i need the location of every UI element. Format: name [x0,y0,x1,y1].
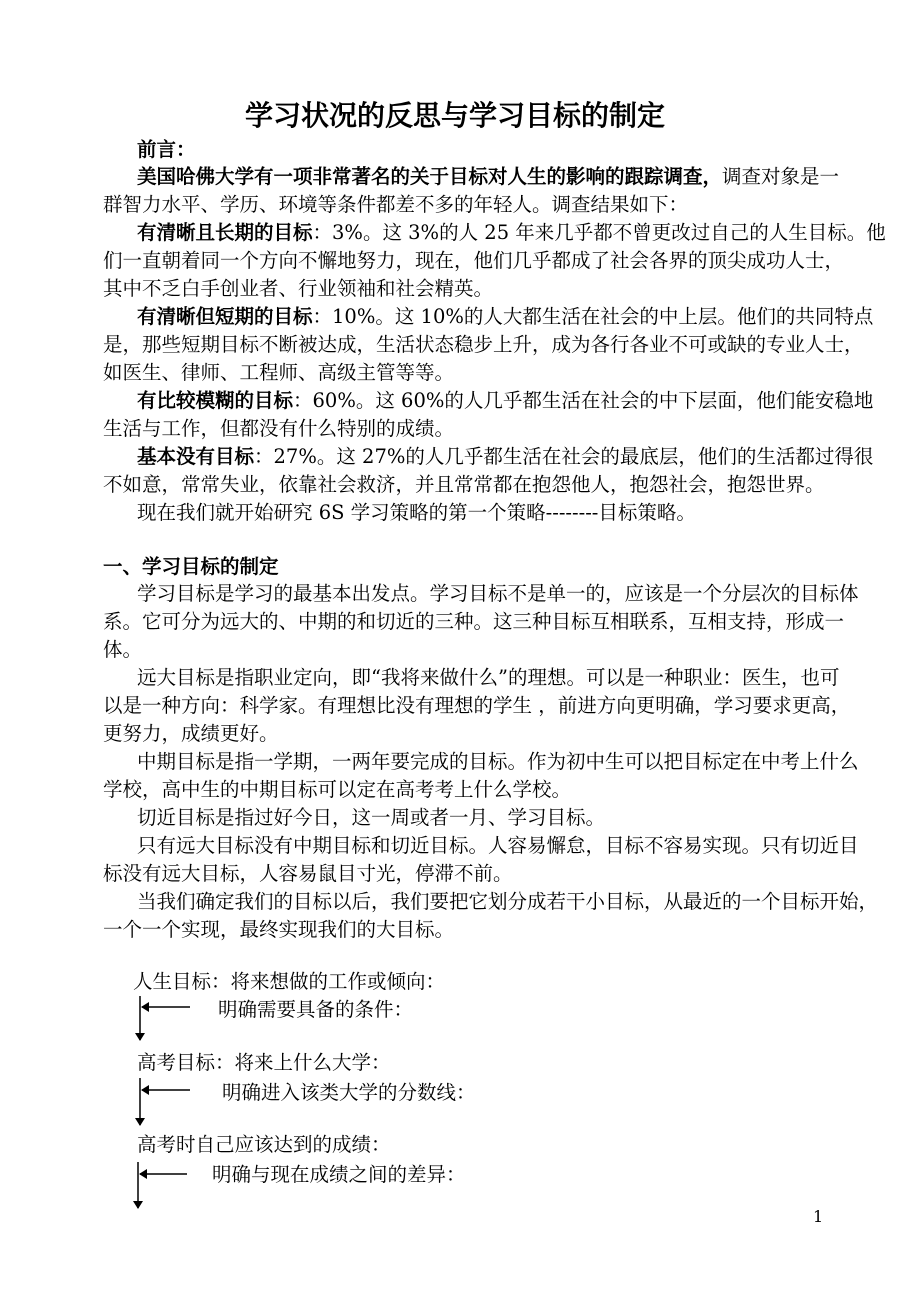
body-text: 其中不乏白手创业者、行业领袖和社会精英。 [103,277,494,300]
body-text: 人生目标：将来想做的工作或倾向： [133,970,446,993]
bold-heading: 有清晰但短期的目标 [137,305,313,328]
body-text: 生活与工作，但都没有什么特别的成绩。 [103,417,455,440]
body-text: 调查对象是一 [722,165,840,188]
body-text: 学校，高中生的中期目标可以定在高考考上什么学校。 [103,778,572,801]
body-text: 明确与现在成绩之间的差异： [212,1163,466,1186]
body-text: 中期目标是指一学期，一两年要完成的目标。作为初中生可以把目标定在中考上什么 [137,750,859,773]
bold-heading: 基本没有目标 [137,445,255,468]
body-text: 切近目标是指过好今日，这一周或者一月、学习目标。 [137,806,606,829]
body-text: 体。 [103,638,143,661]
body-text: 是，那些短期目标不断被达成，生活状态稳步上升，成为各行各业不可或缺的专业人士， [103,333,864,356]
body-text: 标没有远大目标，人容易鼠目寸光，停滞不前。 [103,862,513,885]
arrow-group-3 [138,1162,187,1208]
bold-heading: 有清晰且长期的目标 [137,221,313,244]
body-text: 群智力水平、学历、环境等条件都差不多的年轻人。调查结果如下： [103,193,689,216]
body-text: 高考目标：将来上什么大学： [137,1051,391,1074]
body-text: 学习目标是学习的最基本出发点。学习目标不是单一的，应该是一个分层次的目标体 [137,582,859,605]
body-text: 只有远大目标没有中期目标和切近目标。人容易懈怠，目标不容易实现。只有切近目 [137,834,859,857]
bold-heading: 美国哈佛大学有一项非常著名的关于目标对人生的影响的跟踪调查， [137,165,723,188]
body-text: 更努力，成绩更好。 [103,722,279,745]
arrow-group-2 [140,1078,190,1125]
body-text: ：60%。这 60%的人几乎都生活在社会的中下层面，他们能安稳地 [293,389,874,412]
body-text: ：27%。这 27%的人几乎都生活在社会的最底层，他们的生活都过得很 [254,445,874,468]
body-text: 如医生、律师、工程师、高级主管等等。 [103,361,455,384]
body-text: 现在我们就开始研究 6S 学习策略的第一个策略--------目标策略。 [137,501,696,524]
body-text: 明确需要具备的条件： [218,998,414,1021]
bold-heading: 一、学习目标的制定 [103,555,279,578]
body-text: ：10%。这 10%的人大都生活在社会的中上层。他们的共同特点 [312,305,874,328]
body-text: 以是一种方向：科学家。有理想比没有理想的学生 ，前进方向更明确，学习要求更高， [103,694,851,717]
bold-heading: 有比较模糊的目标 [137,389,294,412]
body-text: 一个一个实现，最终实现我们的大目标。 [103,918,455,941]
body-text: 高考时自己应该达到的成绩： [137,1133,391,1156]
body-text: 远大目标是指职业定向，即“我将来做什么”的理想。可以是一种职业：医生，也可 [137,666,840,689]
arrow-group-1 [140,996,190,1040]
page-number: 1 [813,1207,824,1226]
body-text: 明确进入该类大学的分数线： [222,1081,476,1104]
page-title: 学习状况的反思与学习目标的制定 [244,99,665,132]
body-text: 当我们确定我们的目标以后，我们要把它划分成若干小目标，从最近的一个目标开始， [137,890,879,913]
bold-heading: 前言： [137,138,196,161]
body-text: ：3%。这 3%的人 25 年来几乎都不曾更改过自己的人生目标。他 [312,221,886,244]
body-text: 不如意，常常失业，依靠社会救济，并且常常都在抱怨他人，抱怨社会，抱怨世界。 [103,473,825,496]
body-text: 们一直朝着同一个方向不懈地努力，现在，他们几乎都成了社会各界的顶尖成功人士， [103,249,845,272]
body-text: 系。它可分为远大的、中期的和切近的三种。这三种目标互相联系，互相支持，形成一 [103,610,845,633]
